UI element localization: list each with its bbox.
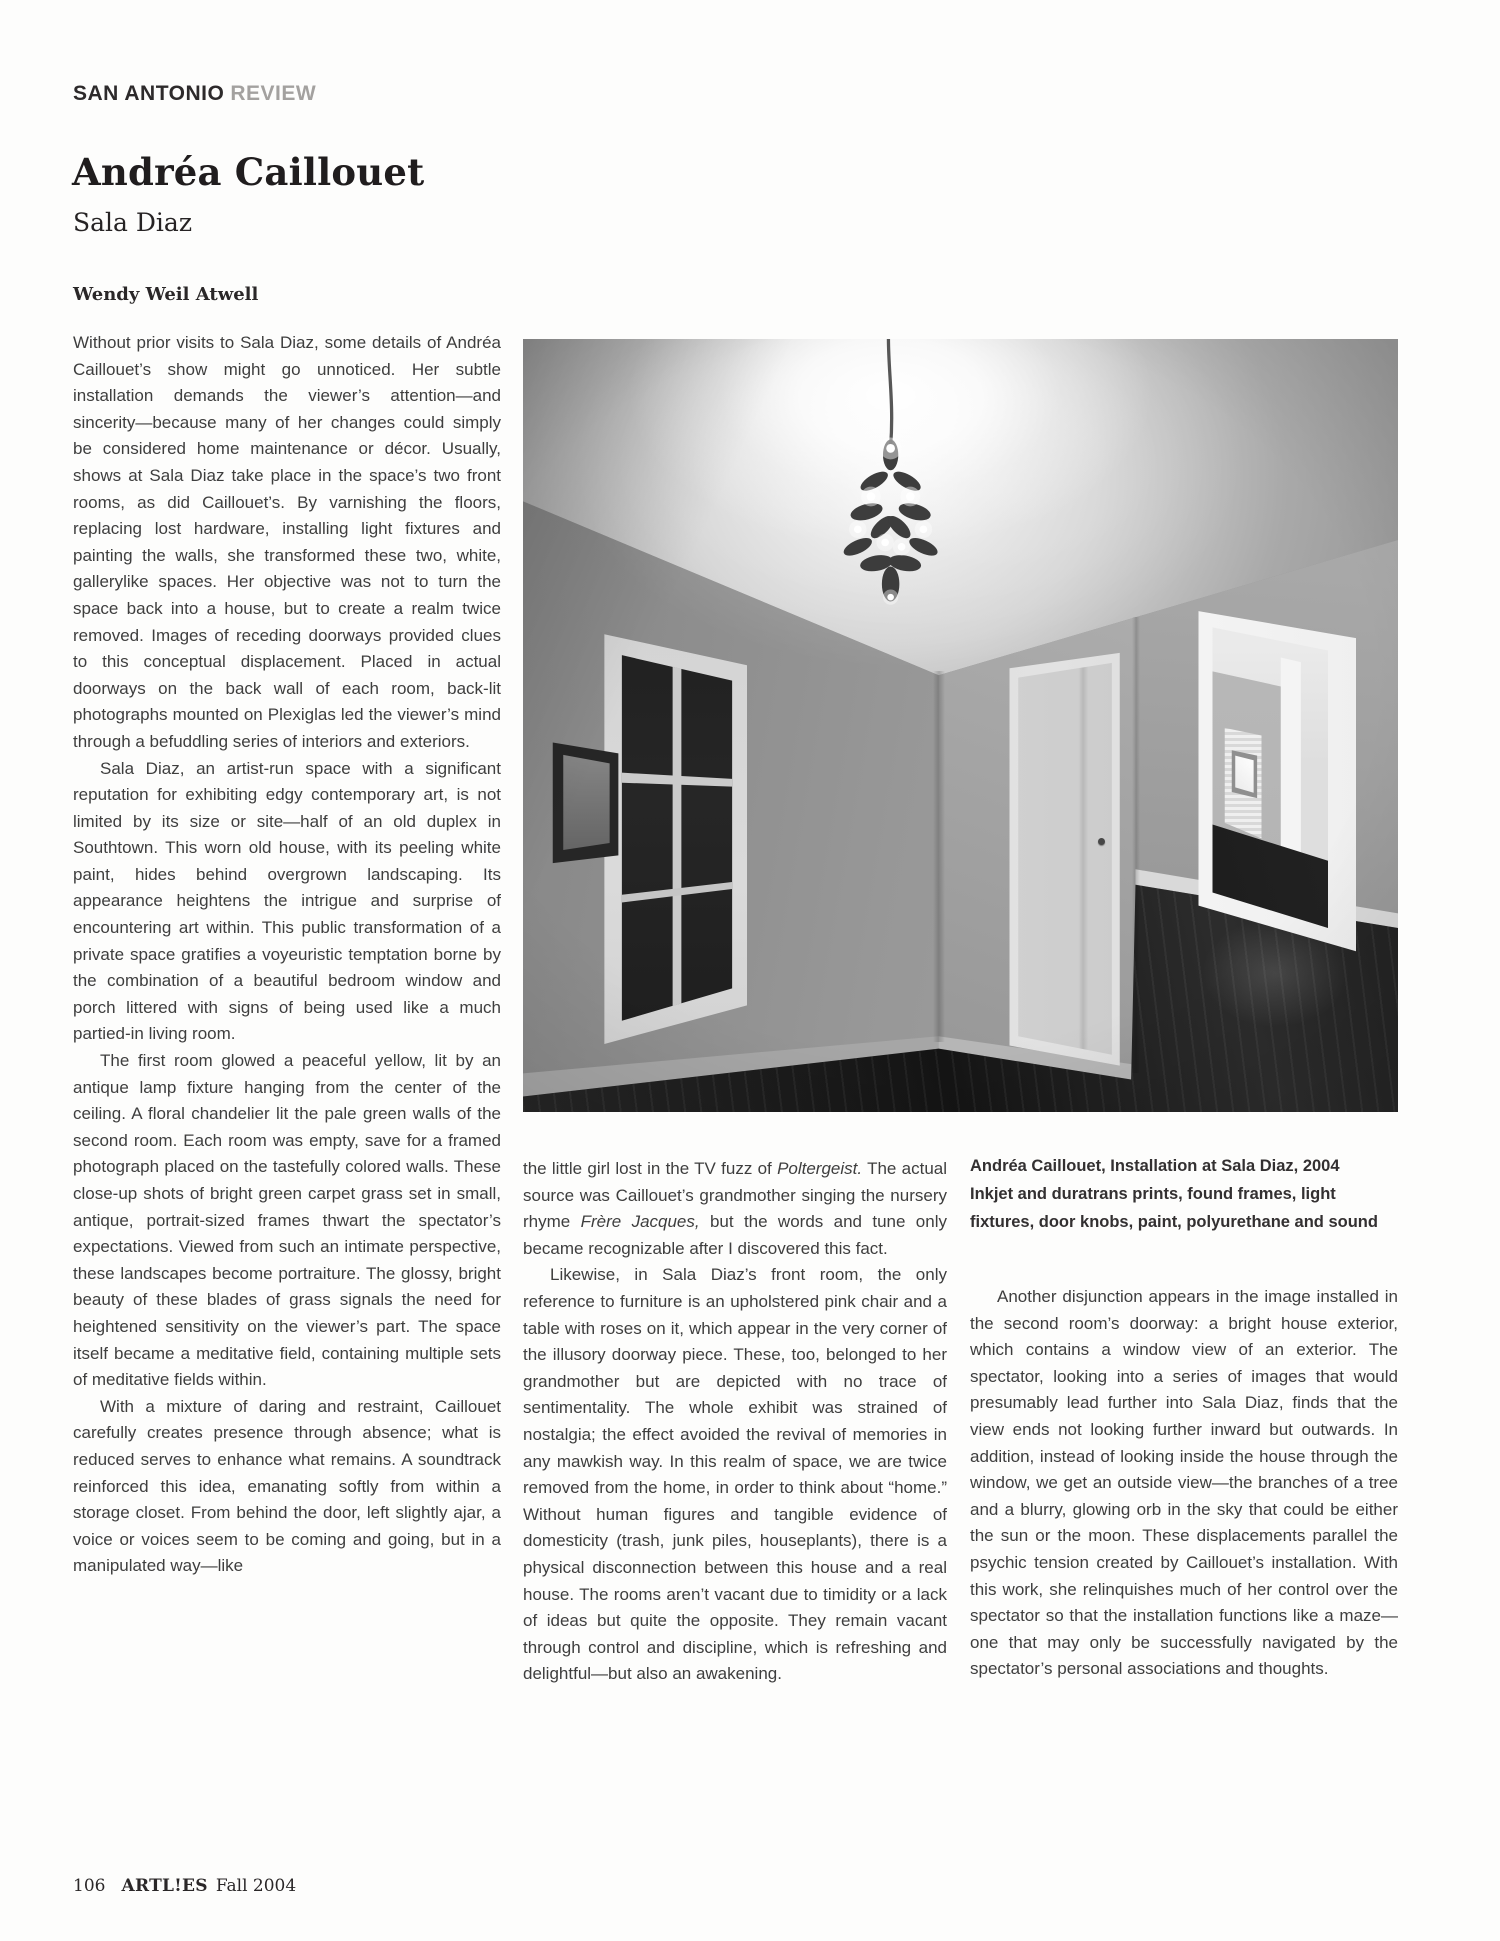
page-number: 106 bbox=[73, 1876, 106, 1896]
article-title: Andréa Caillouet bbox=[72, 150, 425, 194]
paragraph: Sala Diaz, an artist-run space with a significant reputation for exhibiting edgy contemporary art, is not limited by its size or site—half of an old duplex in Southtown. This worn old house, with its peeling white paint, hides behind overgrown landscaping. Its appearance heightens the intrigue and surprise of encountering art within. This public transformation of a private space gratifies a voyeuristic temptation borne by the combination of a beautiful bedroom window and porch littered with signs of being used like a much partied-in living room. bbox=[73, 758, 501, 1044]
paragraph: The first room glowed a peaceful yellow, lit by an antique lamp fixture hanging from the center of the ceiling. A floral chandelier lit the pale green walls of the second room. Each room was empty, save for a framed photograph placed on the tastefully colored walls. These close-up shots of bright green carpet grass set in small, antique, portrait-sized frames thwart the spectator’s expectations. Viewed from such an intimate perspective, these landscapes become portraiture. The glossy, bright beauty of these blades of grass signals the need for heightened sensitivity on the viewer’s part. The space itself became a meditative field, containing multiple sets of meditative fields within. bbox=[73, 1051, 501, 1390]
paragraph: With a mixture of daring and restraint, Caillouet carefully creates presence through absence; what is reduced serves to enhance what remains. A soundtrack reinforced this idea, emanating softly from within a storage closet. From behind the door, left slightly ajar, a voice or voices seem to be coming and going, but in a manipulated way—like bbox=[73, 1396, 501, 1576]
paragraph: Likewise, in Sala Diaz’s front room, the only reference to furniture is an upholstered pink chair and a table with roses on it, which appear in the very corner of the illusory doorway piece. These, too, belonged to her grandmother but are depicted with no trace of sentimentality. The whole exhibit was strained of nostalgia; the effect avoided the revival of memories in any mawkish way. In this realm of space, we are twice removed from the home, in order to think about “home.” Without human figures and tangible evidence of domesticity (trash, junk piles, houseplants), there is a physical disconnection between this house and a real house. The rooms aren’t vacant due to timidity or a lack of ideas but quite the opposite. They remain vacant through control and discipline, which is refreshing and delightful—but also an awakening. bbox=[523, 1265, 947, 1684]
issue-label: Fall 2004 bbox=[215, 1876, 297, 1896]
caption-line: Andréa Caillouet, Installation at Sala Diaz, 2004 bbox=[970, 1157, 1340, 1175]
paragraph: the little girl lost in the TV fuzz of Poltergeist. The actual source was Caillouet’s grandmother singing the nursery rhyme Frère Jacques, but the words and tune only became recognizable after I discovered this fact. bbox=[523, 1159, 947, 1258]
installation-photo bbox=[523, 339, 1398, 1112]
section-header bbox=[73, 82, 316, 106]
column-left bbox=[73, 330, 501, 1580]
article-byline: Wendy Weil Atwell bbox=[73, 284, 259, 305]
paragraph: Without prior visits to Sala Diaz, some details of Andréa Caillouet’s show might go unnoticed. Her subtle installation demands the viewer’s attention—and sincerity—because many of her changes could simply be considered home maintenance or décor. Usually, shows at Sala Diaz take place in the space’s two front rooms, as did Caillouet’s. By varnishing the floors, replacing lost hardware, installing light fixtures and painting the walls, she transformed these two, white, gallerylike spaces. Her objective was not to turn the space back into a house, but to create a realm twice removed. Images of receding doorways provided clues to this conceptual displacement. Placed in actual doorways on the back wall of each room, back-lit photographs mounted on Plexiglas led the viewer’s mind through a befuddling series of interiors and exteriors. bbox=[73, 333, 501, 751]
article-venue: Sala Diaz bbox=[73, 208, 192, 237]
column-middle bbox=[523, 1156, 947, 1688]
section-label: SAN ANTONIO bbox=[73, 82, 225, 105]
page-footer bbox=[73, 1876, 296, 1896]
photo-vignette bbox=[523, 339, 1398, 1112]
caption-line: Inkjet and duratrans prints, found frames, light bbox=[970, 1185, 1336, 1203]
caption-line: fixtures, door knobs, paint, polyurethane and sound bbox=[970, 1213, 1378, 1231]
column-right bbox=[970, 1284, 1398, 1683]
photo-caption bbox=[970, 1152, 1410, 1236]
paragraph: Another disjunction appears in the image installed in the second room’s doorway: a bright house exterior, which contains a window view of an exterior. The spectator, looking into a series of images that would presumably lead further into Sala Diaz, finds that the view ends not looking further inward but outwards. In addition, instead of looking inside the house through the window, we get an outside view—the branches of a tree and a blurry, glowing orb in the sky that could be either the sun or the moon. These displacements parallel the psychic tension created by Caillouet’s installation. With this work, she relinquishes much of her control over the spectator so that the installation functions like a maze—one that may only be successfully navigated by the spectator’s personal associations and thoughts. bbox=[970, 1287, 1398, 1679]
magazine-title: ARTL!ES bbox=[121, 1876, 208, 1896]
section-label-suffix: REVIEW bbox=[230, 82, 317, 105]
